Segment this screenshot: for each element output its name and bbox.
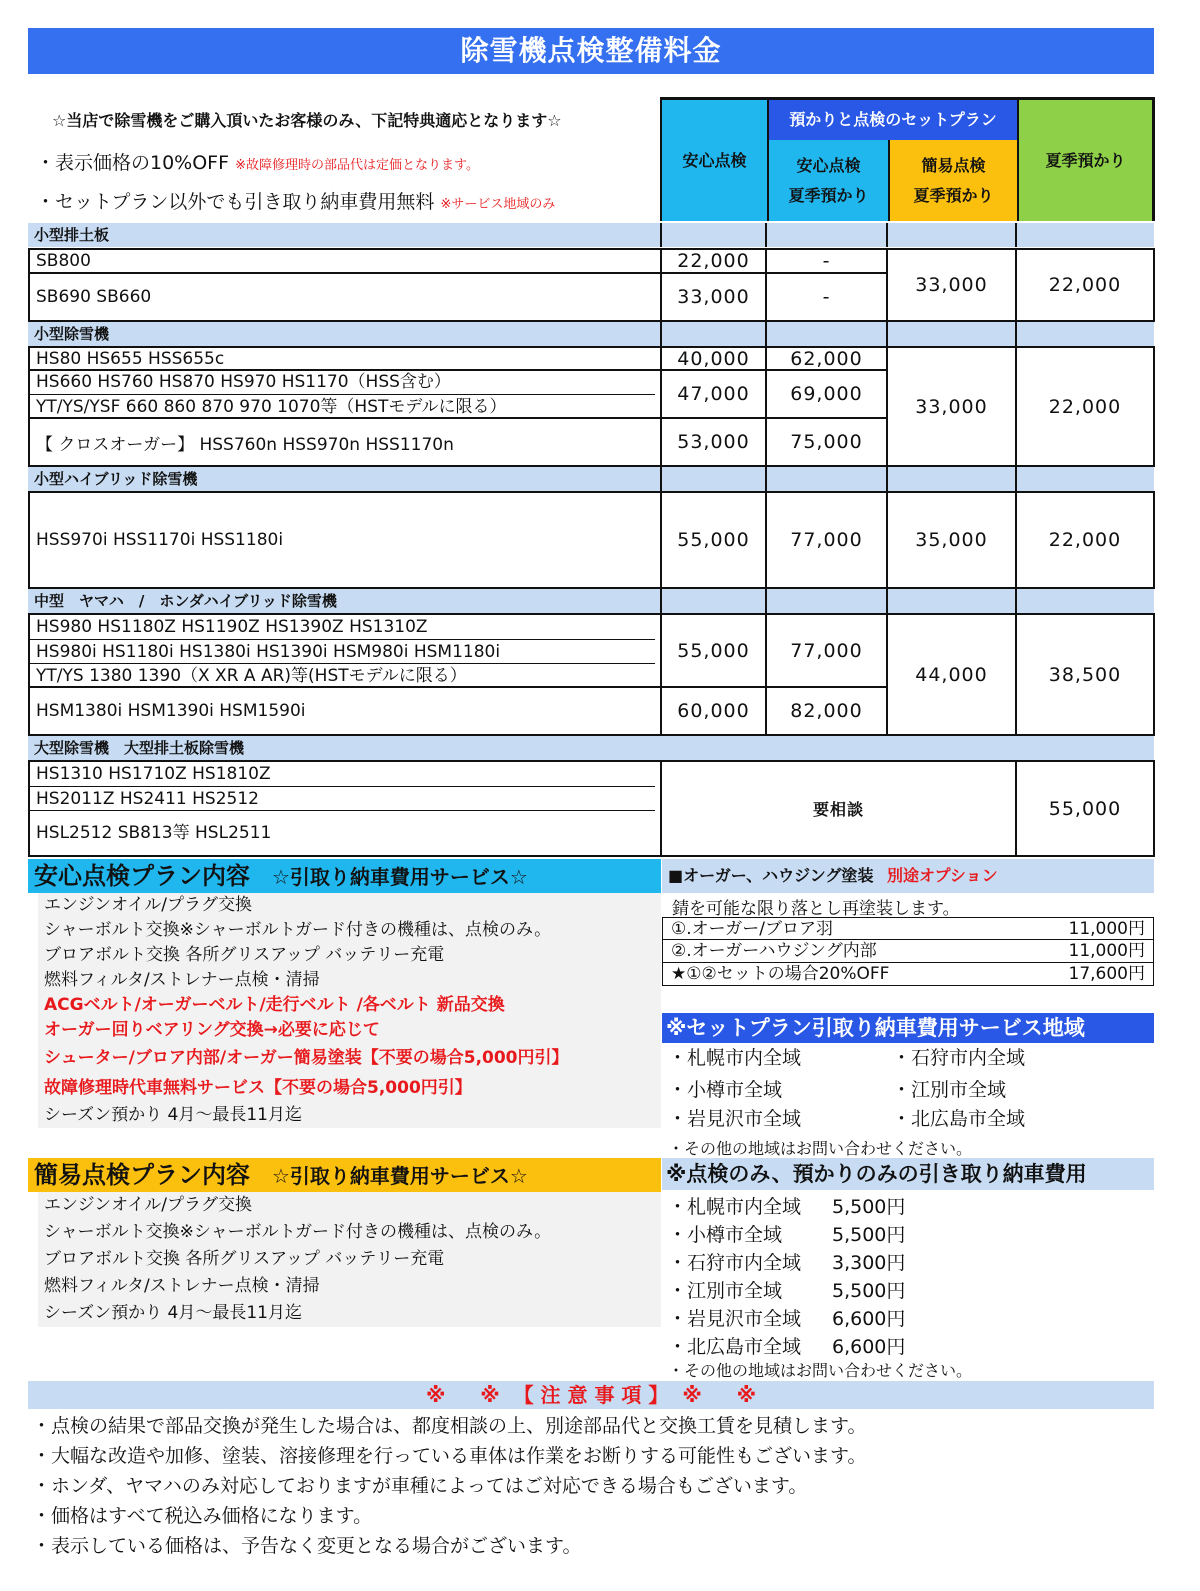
option-price: 11,000円 (1068, 919, 1145, 939)
service-area-item: ・石狩市内全域 (892, 1047, 1026, 1069)
option-title: ■オーガー、ハウジング塗装 (668, 866, 874, 885)
row-sb690: SB690 SB660 (28, 272, 661, 322)
plan1-body (38, 893, 661, 1128)
row-hs660-set: 69,000 (765, 369, 888, 419)
row-hsm1380i-set: 82,000 (765, 686, 888, 736)
caution-header: ※ ※ 【 注 意 事 項 】 ※ ※ (28, 1381, 1154, 1409)
row-hs980 (28, 613, 661, 688)
plan1-subtitle: ☆引取り納車費用サービス☆ (272, 865, 528, 889)
section-small-hybrid-label: 小型ハイブリッド除雪機 (34, 470, 198, 488)
caution-item: ・表示している価格は、予告なく変更となる場合がございます。 (32, 1535, 582, 1557)
group2-summer: 22,000 (1015, 346, 1155, 467)
service-area-item: ・江別市全域 (892, 1079, 1007, 1101)
row-hss-hybrid-anshin: 55,000 (660, 491, 767, 589)
row-hs660-line2: YT/YS/YSF 660 860 870 970 1070等（HSTモデルに限る） (30, 394, 655, 418)
intro-discount-note: ※故障修理時の部品代は定価となります。 (235, 158, 479, 173)
header-anshin-summer (767, 140, 888, 221)
pickup-fee-area: ・岩見沢市全域 (668, 1308, 802, 1330)
row-hs980-line3: YT/YS 1380 1390（X XR A AR)等(HSTモデルに限る） (30, 663, 655, 687)
group1-kani: 33,000 (886, 248, 1017, 322)
plan1-header (28, 859, 661, 893)
row-hs80: HS80 HS655 HSS655c (28, 346, 661, 371)
header-kani-summer (888, 140, 1017, 221)
row-hs660-line1: HS660 HS760 HS870 HS970 HS1170（HSS含む） (36, 372, 451, 392)
group3-summer: 38,500 (1015, 613, 1155, 736)
row-hss-hybrid: HSS970i HSS1170i HSS1180i (28, 491, 661, 589)
pickup-fee-price: 6,600円 (832, 1308, 906, 1330)
header-set-plan: 預かりと点検のセットプラン (767, 100, 1017, 140)
plan1-red-item: オーガー回りベアリング交換→必要に応じて (44, 1020, 380, 1040)
header-kani-summer-l2: 夏季預かり (913, 185, 994, 205)
row-cross-auger-anshin: 53,000 (660, 417, 767, 467)
row-large-line1: HS1310 HS1710Z HS1810Z (36, 764, 271, 784)
section-small-snowblower (28, 322, 1154, 346)
row-large (28, 760, 661, 857)
intro-discount (36, 148, 479, 175)
option-desc: 錆を可能な限り落とし再塗装します。 (672, 899, 960, 919)
section-medium-label: 中型 ヤマハ / ホンダハイブリッド除雪機 (34, 592, 337, 610)
header-anshin-summer-l2: 夏季預かり (788, 185, 869, 205)
plan2-title: 簡易点検プラン内容 (34, 1161, 250, 1189)
option-row-1 (662, 917, 1154, 940)
header-kani-summer-l1: 簡易点検 (921, 155, 986, 175)
section-small-hybrid (28, 467, 1154, 491)
option-row-3 (662, 963, 1154, 986)
plan1-item: シャーボルト交換※シャーボルトガード付きの機種は、点検のみ。 (44, 920, 552, 940)
row-large-line2: HS2011Z HS2411 HS2512 (30, 786, 655, 810)
header-summer-storage: 夏季預かり (1017, 100, 1152, 221)
pickup-fee-area: ・石狩市内全域 (668, 1252, 802, 1274)
pickup-fee-note: ・その他の地域はお問い合わせください。 (668, 1361, 973, 1380)
row-sb800: SB800 (28, 248, 661, 274)
row-hs80-anshin: 40,000 (660, 346, 767, 371)
option-label: ①.オーガー/ブロア羽 (671, 919, 834, 939)
row-hss-hybrid-summer: 22,000 (1015, 491, 1155, 589)
row-hss-hybrid-set: 77,000 (765, 491, 888, 589)
option-header (662, 859, 1154, 893)
plan2-item: シーズン預かり 4月～最長11月迄 (44, 1303, 303, 1323)
row-hs980-line2: HS980i HS1180i HS1380i HS1390i HSM980i HSM1180i (30, 639, 655, 663)
pickup-fee-price: 6,600円 (832, 1336, 906, 1358)
section-medium (28, 589, 1154, 613)
row-large-consult: 要相談 (660, 760, 1017, 857)
pickup-fee-row (668, 1248, 905, 1275)
option-label: ②.オーガーハウジング内部 (671, 941, 877, 961)
section-large (28, 736, 1154, 760)
intro-free-pickup-text: ・セットプラン以外でも引き取り納車費用無料 (36, 191, 435, 213)
plan2-item: ブロアボルト交換 各所グリスアップ バッテリー充電 (44, 1249, 445, 1269)
section-small-blade-label: 小型排土板 (34, 226, 110, 244)
row-hs980-anshin: 55,000 (660, 613, 767, 688)
plan2-header (28, 1158, 661, 1192)
caution-list (32, 1411, 866, 1561)
pickup-fee-area: ・北広島市全域 (668, 1336, 802, 1358)
plan2-item: エンジンオイル/プラグ交換 (44, 1195, 253, 1215)
plan1-item: シーズン預かり 4月～最長11月迄 (44, 1105, 303, 1125)
section-small-snowblower-label: 小型除雪機 (34, 325, 110, 343)
caution-item: ・点検の結果で部品交換が発生した場合は、都度相談の上、別途部品代と交換工賃を見積します。 (32, 1415, 867, 1437)
service-area-note: ・その他の地域はお問い合わせください。 (668, 1139, 973, 1158)
intro-free-pickup-note: ※サービス地域のみ (440, 197, 556, 212)
intro-free-pickup (36, 187, 555, 214)
pickup-fee-area: ・小樽市全域 (668, 1224, 783, 1246)
plan1-item: ブロアボルト交換 各所グリスアップ バッテリー充電 (44, 945, 445, 965)
row-hs80-set: 62,000 (765, 346, 888, 371)
header-anshin-summer-l1: 安心点検 (796, 155, 861, 175)
row-hs660 (28, 369, 661, 419)
section-small-blade (28, 223, 1154, 247)
intro-discount-text: ・表示価格の10%OFF (36, 152, 230, 174)
plan1-item: エンジンオイル/プラグ交換 (44, 895, 253, 915)
row-hs980-line1: HS980 HS1180Z HS1190Z HS1390Z HS1310Z (36, 616, 428, 637)
group1-summer: 22,000 (1015, 248, 1155, 322)
pickup-fee-price: 3,300円 (832, 1252, 906, 1274)
row-cross-auger: 【 クロスオーガー】 HSS760n HSS970n HSS1170n (28, 417, 661, 467)
pickup-fee-row (668, 1304, 905, 1331)
option-price: 11,000円 (1068, 941, 1145, 961)
row-large-line3: HSL2512 SB813等 HSL2511 (30, 810, 655, 855)
section-large-label: 大型除雪機 大型排土板除雪機 (34, 739, 245, 757)
row-hs660-anshin: 47,000 (660, 369, 767, 419)
option-row-2 (662, 940, 1154, 963)
pickup-fee-row (668, 1332, 905, 1359)
plan1-title: 安心点検プラン内容 (34, 862, 250, 890)
caution-item: ・ホンダ、ヤマハのみ対応しておりますが車種によってはご対応できる場合もございます。 (32, 1475, 808, 1497)
row-sb800-anshin: 22,000 (660, 248, 767, 274)
plan2-item: シャーボルト交換※シャーボルトガード付きの機種は、点検のみ。 (44, 1222, 552, 1242)
pickup-fee-price: 5,500円 (832, 1196, 906, 1218)
plan2-item: 燃料フィルタ/ストレナー点検・清掃 (44, 1276, 320, 1296)
row-large-summer: 55,000 (1015, 760, 1155, 857)
pickup-fee-row (668, 1276, 905, 1303)
row-sb690-anshin: 33,000 (660, 272, 767, 322)
row-hss-hybrid-kani: 35,000 (886, 491, 1017, 589)
row-cross-auger-set: 75,000 (765, 417, 888, 467)
pickup-fee-header: ※点検のみ、預かりのみの引き取り納車費用 (662, 1158, 1154, 1190)
plan1-red-item: シューター/ブロア内部/オーガー簡易塗装【不要の場合5,000円引】 (44, 1048, 569, 1068)
page-title: 除雪機点検整備料金 (28, 28, 1154, 74)
row-sb690-set: - (765, 272, 888, 322)
group2-kani: 33,000 (886, 346, 1017, 467)
option-label: ★①②セットの場合20%OFF (671, 964, 890, 984)
pickup-fee-row (668, 1220, 905, 1247)
service-area-item: ・札幌市内全域 (668, 1047, 802, 1069)
row-hsm1380i: HSM1380i HSM1390i HSM1590i (28, 686, 661, 736)
pickup-fee-price: 5,500円 (832, 1224, 906, 1246)
option-price: 17,600円 (1068, 964, 1145, 984)
plan1-item: 燃料フィルタ/ストレナー点検・清掃 (44, 970, 320, 990)
price-table-header (660, 97, 1155, 221)
pickup-fee-area: ・江別市全域 (668, 1280, 783, 1302)
service-area-header: ※セットプラン引取り納車費用サービス地域 (662, 1013, 1154, 1043)
plan1-red-item: 故障修理時代車無料サービス【不要の場合5,000円引】 (44, 1078, 472, 1098)
plan2-subtitle: ☆引取り納車費用サービス☆ (272, 1164, 528, 1188)
pickup-fee-price: 5,500円 (832, 1280, 906, 1302)
caution-item: ・価格はすべて税込み価格になります。 (32, 1505, 373, 1527)
service-area-item: ・岩見沢市全域 (668, 1108, 802, 1130)
row-hs980-set: 77,000 (765, 613, 888, 688)
header-anshin: 安心点検 (660, 100, 767, 221)
caution-item: ・大幅な改造や加修、塗装、溶接修理を行っている車体は作業をお断りする可能性もございます。 (32, 1445, 867, 1467)
intro-headline: ☆当店で除雪機をご購入頂いたお客様のみ、下記特典適応となります☆ (52, 111, 562, 130)
plan1-red-item: ACGベルト/オーガーベルト/走行ベルト /各ベルト 新品交換 (44, 995, 505, 1015)
row-hsm1380i-anshin: 60,000 (660, 686, 767, 736)
pickup-fee-row (668, 1192, 905, 1219)
row-sb800-set: - (765, 248, 888, 274)
service-area-item: ・北広島市全域 (892, 1108, 1026, 1130)
group3-kani: 44,000 (886, 613, 1017, 736)
option-title-red: 別途オプション (887, 866, 998, 885)
service-area-item: ・小樽市全域 (668, 1079, 783, 1101)
pickup-fee-area: ・札幌市内全域 (668, 1196, 802, 1218)
plan2-body (38, 1192, 661, 1327)
